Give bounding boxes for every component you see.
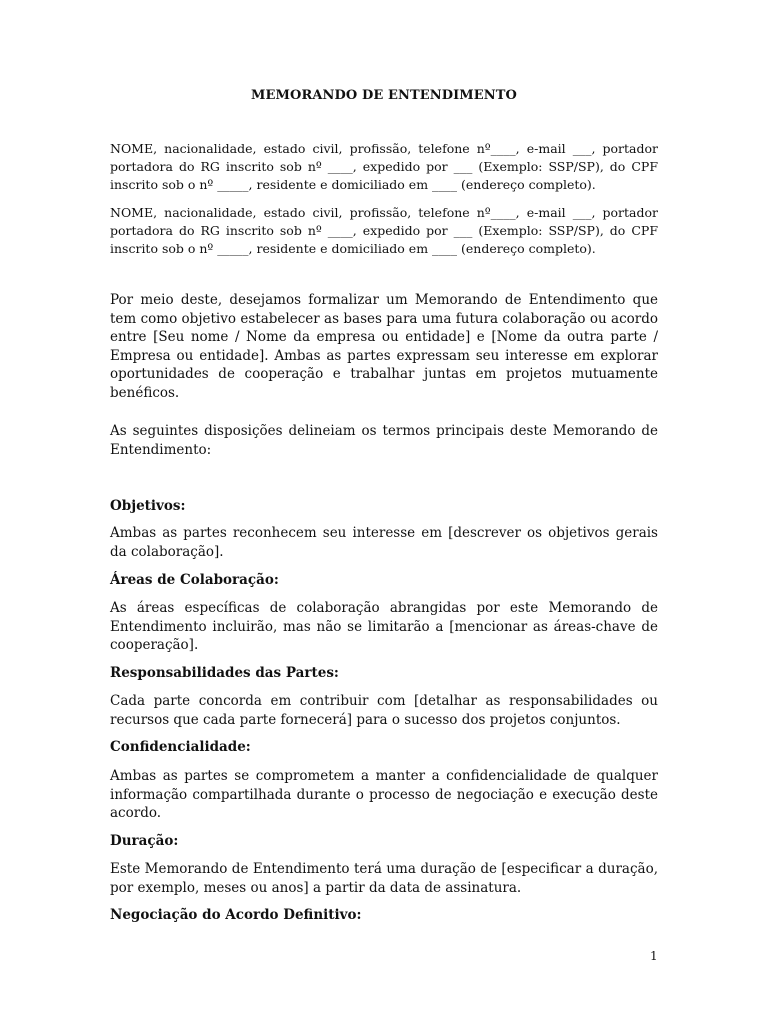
section-heading-responsabilidades: Responsabilidades das Partes: [110, 665, 339, 681]
document-page [110, 0, 658, 1024]
party-1-qualification: NOME, nacionalidade, estado civil, profissão, telefone nº____, e-mail ___, portador portadora do RG inscrito sob nº ____, expedido por ___ (Exemplo: SSP/SP), do CPF inscrito sob o nº _____, residente e domiciliado em ____ (endereço completo). [110, 141, 658, 192]
section-body-responsabilidades: Cada parte concorda em contribuir com [detalhar as responsabilidades ou recursos que cada parte fornecerá] para o sucesso dos projetos conjuntos. [110, 693, 658, 728]
section-body-duracao: Este Memorando de Entendimento terá uma duração de [especificar a duração, por exemplo, meses ou anos] a partir da data de assinatura. [110, 861, 658, 896]
party-2-qualification: NOME, nacionalidade, estado civil, profissão, telefone nº____, e-mail ___, portador portadora do RG inscrito sob nº ____, expedido por ___ (Exemplo: SSP/SP), do CPF inscrito sob o nº _____, residente e domiciliado em ____ (endereço completo). [110, 205, 658, 256]
page-number: 1 [650, 949, 658, 963]
section-heading-areas: Áreas de Colaboração: [110, 572, 279, 588]
section-body-confidencialidade: Ambas as partes se comprometem a manter a confidencialidade de qualquer informação compartilhada durante o processo de negociação e execução deste acordo. [110, 768, 658, 821]
section-body-areas: As áreas específicas de colaboração abrangidas por este Memorando de Entendimento incluirão, mas não se limitarão a [mencionar as áreas-chave de cooperação]. [110, 600, 658, 653]
section-heading-confidencialidade: Confidencialidade: [110, 739, 251, 755]
provisions-intro-paragraph: As seguintes disposições delineiam os termos principais deste Memorando de Entendimento: [110, 423, 658, 458]
section-heading-duracao: Duração: [110, 833, 179, 849]
section-body-objetivos: Ambas as partes reconhecem seu interesse em [descrever os objetivos gerais da colaboração]. [110, 525, 658, 560]
section-heading-objetivos: Objetivos: [110, 498, 186, 514]
document-title: MEMORANDO DE ENTENDIMENTO [251, 88, 517, 103]
intro-paragraph: Por meio deste, desejamos formalizar um Memorando de Entendimento que tem como objetivo estabelecer as bases para uma futura colaboração ou acordo entre [Seu nome / Nome da empresa ou entidade] e [Nome da outra parte / Empresa ou entidade]. Ambas as partes expressam seu interesse em explorar oportunidades de cooperação e trabalhar juntas em projetos mutuamente benéficos. [110, 292, 658, 401]
section-heading-negociacao: Negociação do Acordo Definitivo: [110, 907, 362, 923]
